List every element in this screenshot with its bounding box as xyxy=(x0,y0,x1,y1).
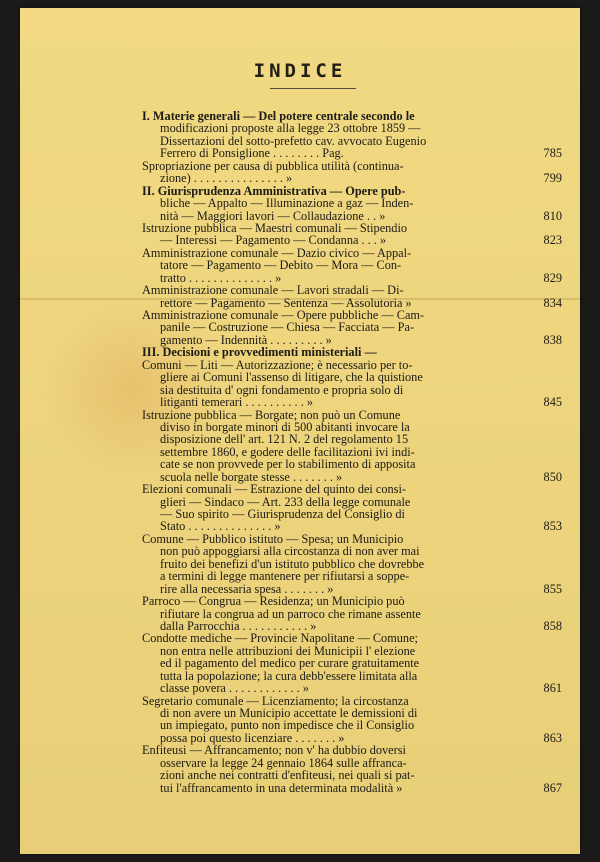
index-line-text: scuola nelle borgate stesse . . . . . . . » xyxy=(160,469,343,484)
index-line-text: settembre 1860, e godere delle facilitazioni ivi indi- xyxy=(160,444,415,459)
index-line-text: osservare la legge 24 gennaio 1864 sulle affranca- xyxy=(160,755,407,770)
index-line-text: bliche — Appalto — Illuminazione a gaz — Inden- xyxy=(160,196,414,211)
index-line-text: tratto . . . . . . . . . . . . . . » xyxy=(160,270,282,285)
index-line-text: Ferrero di Ponsiglione . . . . . . . . Pag. xyxy=(160,146,344,161)
index-line-text: tui l'affrancamento in una determinata modalità » xyxy=(160,780,403,795)
index-line-text: Amministrazione comunale — Dazio civico — Appal- xyxy=(142,245,412,260)
index-list xyxy=(142,110,562,794)
title-underline xyxy=(270,88,356,89)
page-number: 834 xyxy=(543,295,562,310)
index-line-text: classe povera . . . . . . . . . . . . » xyxy=(160,681,309,696)
page-number: 863 xyxy=(543,730,562,745)
index-line-text: Istruzione pubblica — Borgate; non può un Comune xyxy=(142,407,401,422)
page-number: 845 xyxy=(543,395,562,410)
page-number: 838 xyxy=(543,332,562,347)
page-number: 810 xyxy=(543,208,562,223)
index-line-text: Enfiteusi — Affrancamento; non v' ha dubbio doversi xyxy=(142,743,406,758)
page-number: 850 xyxy=(543,469,562,484)
index-line-text: zioni anche nei contratti d'enfiteusi, nei quali si pat- xyxy=(160,768,415,783)
index-line-text: rire alla necessaria spesa . . . . . . . » xyxy=(160,581,334,596)
index-line-text: Comuni — Liti — Autorizzazione; è necessario per to- xyxy=(142,357,413,372)
index-line-text: rifiutare la congrua ad un parroco che rimane assente xyxy=(160,606,421,621)
index-line-text: non entra nelle attribuzioni dei Municipii l' elezione xyxy=(160,643,416,658)
index-line-text: gliere ai Comuni l'assenso di litigare, che la quistione xyxy=(160,370,423,385)
index-line-text: — Interessi — Pagamento — Condanna . . . » xyxy=(160,233,387,248)
index-line-text: Segretario comunale — Licenziamento; la circostanza xyxy=(142,693,409,708)
index-line-text: fruito dei benefizi d'un istituto pubblico che dovrebbe xyxy=(160,556,425,571)
index-line-text: Amministrazione comunale — Lavori stradali — Di- xyxy=(142,283,404,298)
index-line-text: Stato . . . . . . . . . . . . . . » xyxy=(160,519,281,534)
index-line-text: gamento — Indennità . . . . . . . . . » xyxy=(160,332,332,347)
index-line-text: Amministrazione comunale — Opere pubbliche — Cam- xyxy=(142,308,425,322)
index-line-text: Dissertazioni del sotto-prefetto cav. avvocato Eugenio xyxy=(160,133,427,148)
index-line-text: dalla Parrocchia . . . . . . . . . . . » xyxy=(160,618,317,633)
page-number: 829 xyxy=(543,270,562,285)
index-line-text: tutta la popolazione; la cura debb'essere limitata alla xyxy=(160,668,418,683)
page-number: 861 xyxy=(543,681,562,696)
index-line xyxy=(142,782,562,794)
index-line-text: Spropriazione per causa di pubblica utilità (continua- xyxy=(142,158,404,173)
index-line-text: un impiegato, punto non impedisce che il Consiglio xyxy=(160,718,415,733)
index-line-text: nità — Maggiori lavori — Collaudazione . . » xyxy=(160,208,386,223)
index-line-text: di non avere un Municipio accettate le demissioni di xyxy=(160,706,418,720)
index-line-text: modificazioni proposte alla legge 23 ottobre 1859 — xyxy=(160,121,421,136)
page-number: 858 xyxy=(543,618,562,633)
index-line-text: glieri — Sindaco — Art. 233 della legge comunale xyxy=(160,494,411,509)
index-line-text: tatore — Pagamento — Debito — Mora — Con- xyxy=(160,258,402,273)
index-line-text: Istruzione pubblica — Maestri comunali — Stipendio xyxy=(142,220,408,235)
index-line-text: a termini di legge mantenere per rifiutarsi a soppe- xyxy=(160,569,410,584)
index-line-text: non può appoggiarsi alla circostanza di non aver mai xyxy=(160,544,420,559)
index-line-text: litiganti temerari . . . . . . . . . . » xyxy=(160,395,313,410)
document-page xyxy=(20,8,580,854)
index-line-text: rettore — Pagamento — Sentenza — Assolutoria » xyxy=(160,295,412,310)
index-line-text: sia destituita d' ogni fondamento e propria solo di xyxy=(160,382,404,397)
index-line-text: II. Giurisprudenza Amministrativa — Opere pub- xyxy=(142,183,406,198)
page-title: INDICE xyxy=(253,60,347,82)
page-number: 823 xyxy=(543,233,562,248)
page-number: 853 xyxy=(543,519,562,534)
index-line-text: zione) . . . . . . . . . . . . . . . » xyxy=(160,171,293,186)
index-line-text: Condotte mediche — Provincie Napolitane — Comune; xyxy=(142,631,418,646)
page-number: 867 xyxy=(543,780,562,795)
index-line-text: possa poi questo licenziare . . . . . . . » xyxy=(160,730,345,745)
index-line-text: disposizione dell' art. 121 N. 2 del regolamento 15 xyxy=(160,432,409,447)
index-line-text: ed il pagamento del medico per curare gratuitamente xyxy=(160,656,420,671)
index-line-text: diviso in borgate minori di 500 abitanti invocare la xyxy=(160,419,410,434)
index-line-text: Comune — Pubblico istituto — Spesa; un Municipio xyxy=(142,531,404,546)
page-number: 785 xyxy=(543,146,562,161)
index-line-text: cate se non provvede per lo stabilimento di apposita xyxy=(160,457,416,472)
page-number: 799 xyxy=(543,171,562,186)
index-line-text: panile — Costruzione — Chiesa — Facciata — Pa- xyxy=(160,320,415,335)
index-line-text: Elezioni comunali — Estrazione del quinto dei consi- xyxy=(142,482,406,497)
index-line-text: III. Decisioni e provvedimenti ministeriali — xyxy=(142,345,377,360)
index-line-text: — Suo spirito — Giurisprudenza del Consiglio di xyxy=(160,507,405,521)
index-line-text: I. Materie generali — Del potere centrale secondo le xyxy=(142,109,415,123)
index-line-text: Parroco — Congrua — Residenza; un Municipio può xyxy=(142,594,405,609)
page-number: 855 xyxy=(543,581,562,596)
